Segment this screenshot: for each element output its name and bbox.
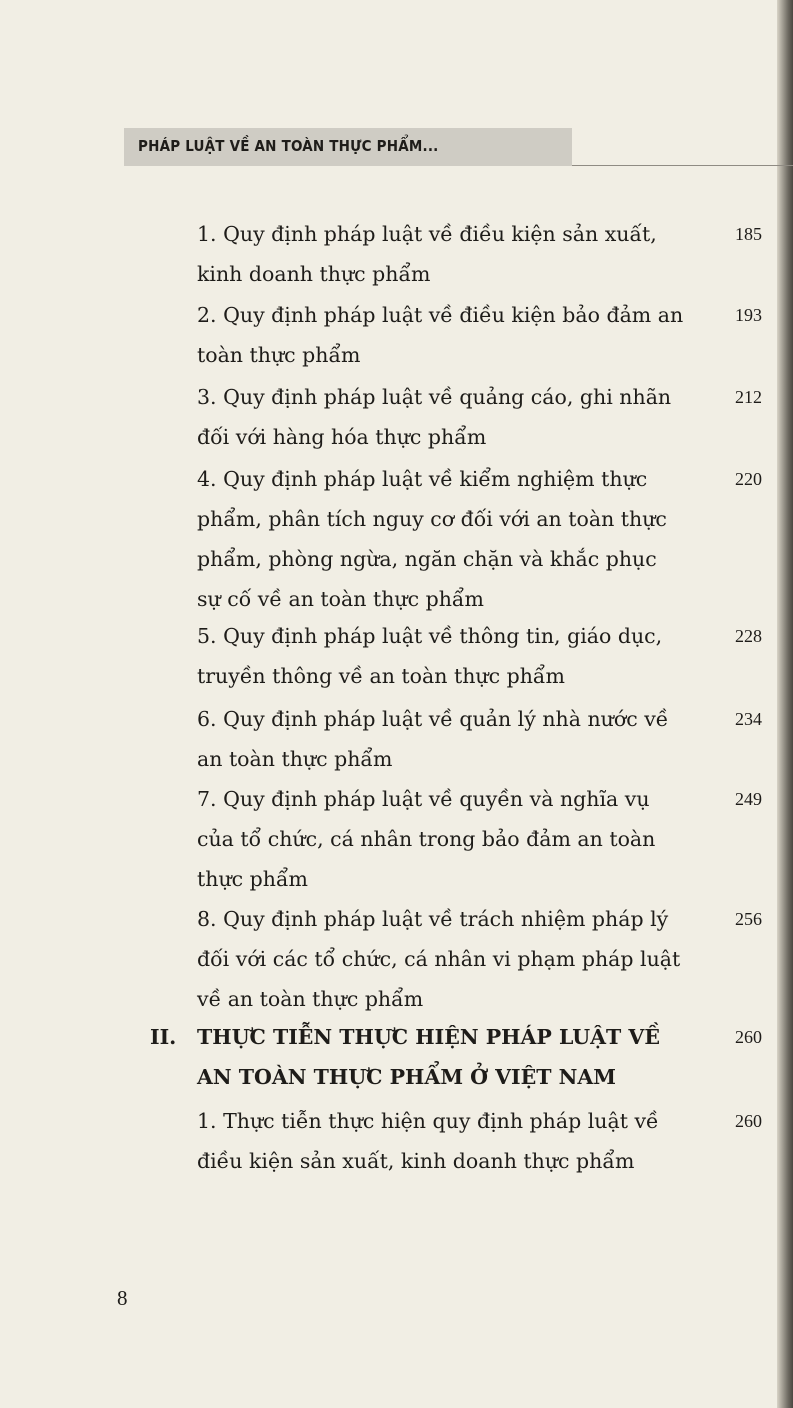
- toc-page-number: 249: [735, 789, 762, 809]
- header-rule: [572, 165, 793, 166]
- toc-line: sự cố về an toàn thực phẩm: [197, 587, 484, 611]
- toc-entry-text: [197, 459, 727, 619]
- toc-entry-text: [197, 295, 727, 375]
- toc-line: phẩm, phòng ngừa, ngăn chặn và khắc phục: [197, 547, 657, 571]
- toc-page-number: 185: [735, 224, 762, 244]
- section-title: [197, 1017, 727, 1097]
- toc-line: 3. Quy định pháp luật về quảng cáo, ghi nhãn: [197, 385, 672, 409]
- section-number: II.: [150, 1025, 177, 1049]
- toc-line: kinh doanh thực phẩm: [197, 262, 431, 286]
- toc-line: AN TOÀN THỰC PHẨM Ở VIỆT NAM: [197, 1065, 616, 1089]
- toc-line: an toàn thực phẩm: [197, 747, 393, 771]
- running-header: [124, 128, 572, 166]
- toc-line: truyền thông về an toàn thực phẩm: [197, 664, 565, 688]
- toc-line: đối với các tổ chức, cá nhân vi phạm pháp luật: [197, 947, 681, 971]
- toc-page-number: 193: [735, 305, 762, 325]
- toc-page-number: 228: [735, 626, 762, 646]
- toc-line: 1. Quy định pháp luật về điều kiện sản xuất,: [197, 222, 657, 246]
- toc-entry-text: [197, 899, 727, 1019]
- toc-line: của tổ chức, cá nhân trong bảo đảm an toàn: [197, 827, 656, 851]
- toc-page-number: 260: [735, 1027, 762, 1047]
- toc-line: điều kiện sản xuất, kinh doanh thực phẩm: [197, 1149, 635, 1173]
- toc-page-number: 234: [735, 709, 762, 729]
- page-number: 8: [117, 1286, 128, 1310]
- toc-line: 5. Quy định pháp luật về thông tin, giáo dục,: [197, 624, 663, 648]
- toc-entry-text: [197, 779, 727, 899]
- toc-line: đối với hàng hóa thực phẩm: [197, 425, 487, 449]
- toc-line: toàn thực phẩm: [197, 343, 361, 367]
- toc-page-number: 220: [735, 469, 762, 489]
- toc-line: 2. Quy định pháp luật về điều kiện bảo đảm an: [197, 303, 684, 327]
- toc-line: 4. Quy định pháp luật về kiểm nghiệm thực: [197, 467, 648, 491]
- toc-line: 6. Quy định pháp luật về quản lý nhà nước về: [197, 707, 669, 731]
- toc-entry-text: [197, 699, 727, 779]
- toc-entry-text: [197, 214, 727, 294]
- toc-line: 1. Thực tiễn thực hiện quy định pháp luật về: [197, 1109, 659, 1133]
- toc-entry-text: [197, 616, 727, 696]
- toc-entry-text: [197, 377, 727, 457]
- toc-entry-text: [197, 1101, 727, 1181]
- running-header-text: PHÁP LUẬT VỀ AN TOÀN THỰC PHẨM...: [138, 137, 439, 155]
- toc-line: 8. Quy định pháp luật về trách nhiệm pháp lý: [197, 907, 669, 931]
- toc-line: THỰC TIỄN THỰC HIỆN PHÁP LUẬT VỀ: [197, 1025, 660, 1049]
- toc-line: thực phẩm: [197, 867, 308, 891]
- toc-page-number: 260: [735, 1111, 762, 1131]
- toc-line: 7. Quy định pháp luật về quyền và nghĩa vụ: [197, 787, 650, 811]
- toc-page-number: 256: [735, 909, 762, 929]
- toc-line: phẩm, phân tích nguy cơ đối với an toàn thực: [197, 507, 667, 531]
- toc-line: về an toàn thực phẩm: [197, 987, 424, 1011]
- toc-page-number: 212: [735, 387, 762, 407]
